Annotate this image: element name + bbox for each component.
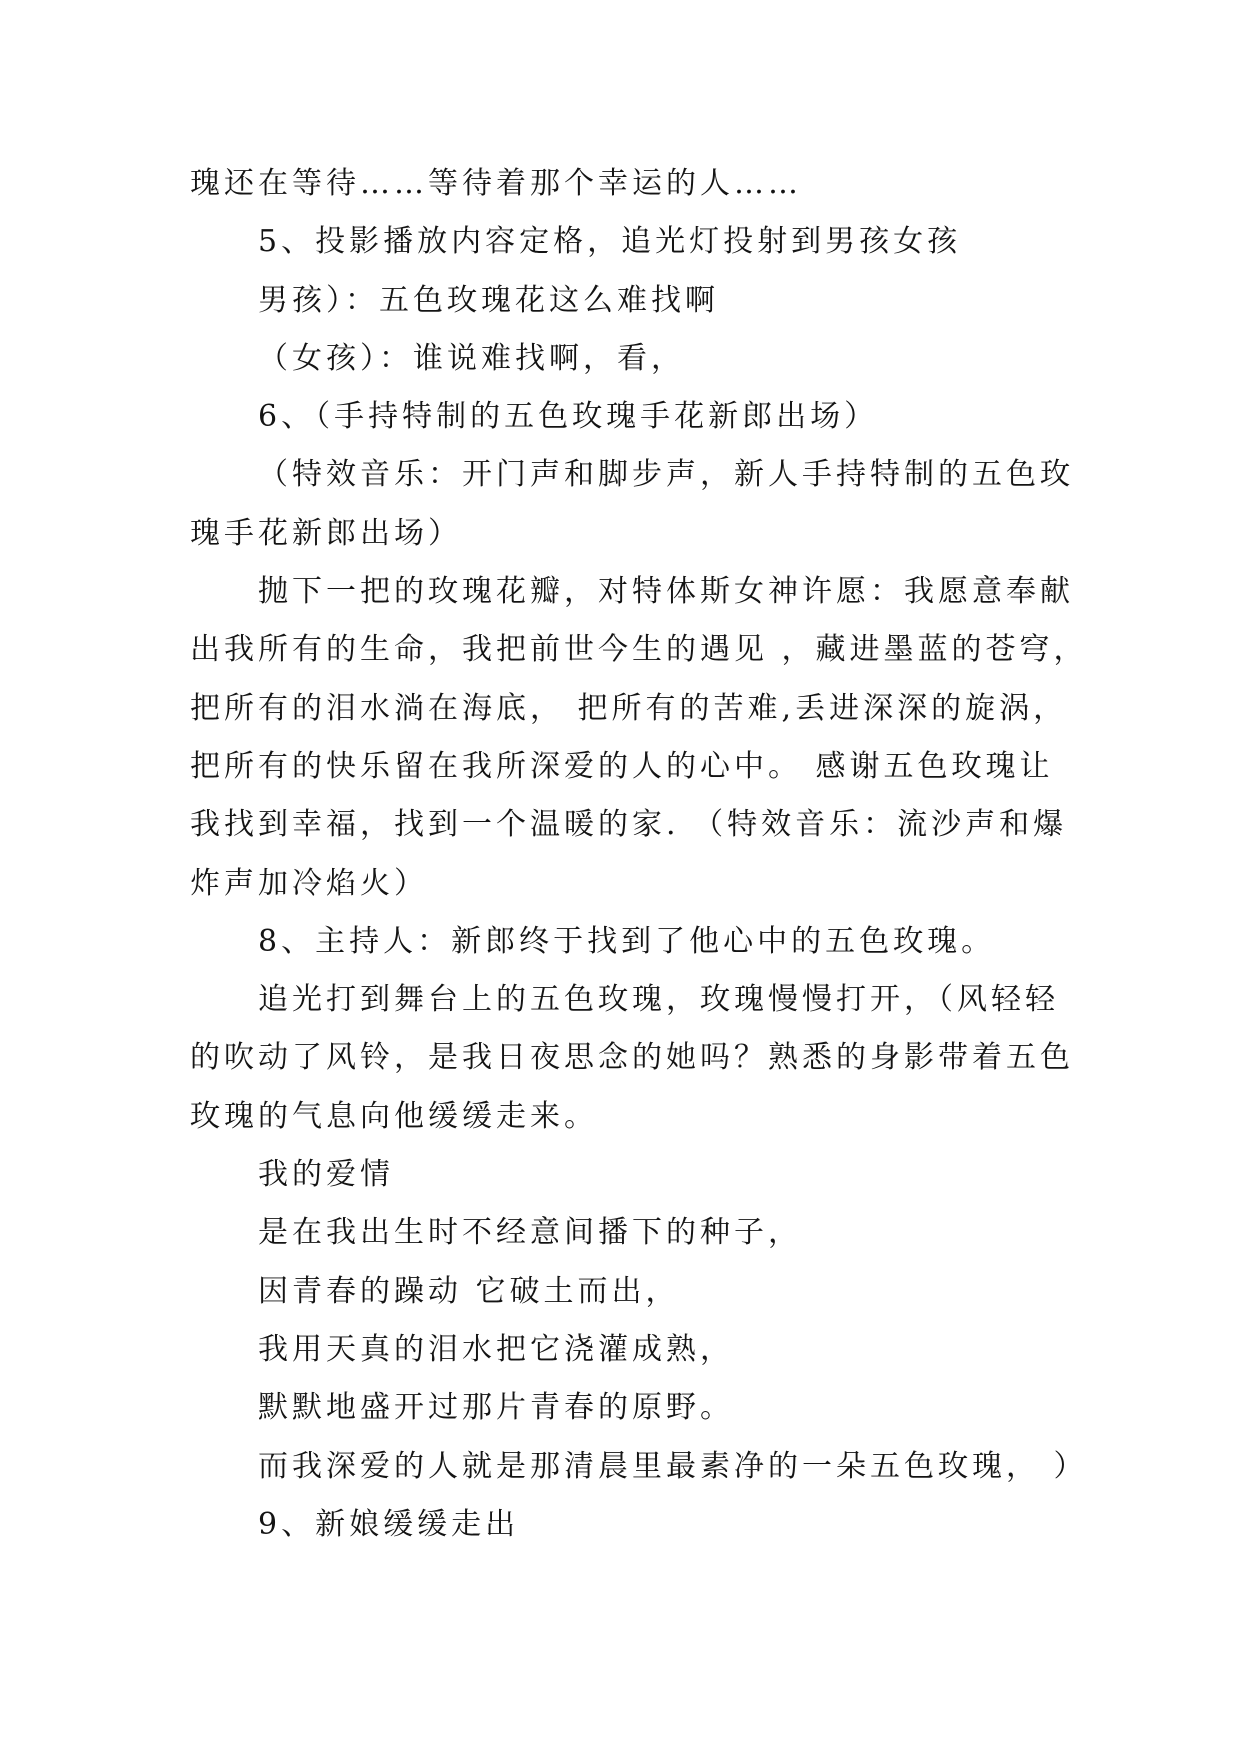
text-line: 玫瑰的气息向他缓缓走来。 — [190, 1098, 598, 1134]
text-line: 6、（手持特制的五色玫瑰手花新郎出场） — [258, 399, 879, 435]
text-line: 我的爱情 — [258, 1157, 394, 1193]
text-line: 5、投影播放内容定格，追光灯投射到男孩女孩 — [258, 224, 962, 260]
text-line: 炸声加冷焰火） — [190, 865, 428, 901]
text-line: 因青春的躁动 它破土而出， — [258, 1273, 680, 1309]
text-line: （女孩）：谁说难找啊，看， — [258, 340, 685, 376]
text-line: 瑰手花新郎出场） — [190, 515, 462, 551]
text-line: 男孩）：五色玫瑰花这么难找啊 — [258, 282, 719, 318]
text-line: 是在我出生时不经意间播下的种子， — [258, 1215, 802, 1251]
text-line: 的吹动了风铃，是我日夜思念的她吗？熟悉的身影带着五色 — [190, 1040, 1074, 1076]
text-line: 出我所有的生命，我把前世今生的遇见 ，藏进墨蓝的苍穹， — [190, 632, 1088, 668]
text-line: 瑰还在等待……等待着那个幸运的人…… — [190, 166, 802, 201]
text-line: 9、新娘缓缓走出 — [258, 1506, 520, 1542]
text-line: 把所有的泪水淌在海底， 把所有的苦难,丢进深深的旋涡， — [190, 690, 1068, 726]
text-line: （特效音乐：开门声和脚步声，新人手持特制的五色玫 — [258, 457, 1074, 493]
text-line: 我用天真的泪水把它浇灌成熟， — [258, 1331, 734, 1367]
text-line: 而我深爱的人就是那清晨里最素净的一朵五色玫瑰， ） — [258, 1448, 1088, 1484]
document-body — [190, 155, 1088, 1554]
text-line: 我找到幸福，找到一个温暖的家. （特效音乐：流沙声和爆 — [190, 807, 1068, 843]
text-line: 8、主持人：新郎终于找到了他心中的五色玫瑰。 — [258, 923, 996, 959]
text-line: 追光打到舞台上的五色玫瑰，玫瑰慢慢打开，（风轻轻 — [258, 982, 1059, 1018]
text-line: 把所有的快乐留在我所深爱的人的心中。 感谢五色玫瑰让 — [190, 748, 1054, 784]
text-line: 默默地盛开过那片青春的原野。 — [258, 1390, 734, 1426]
text-line: 抛下一把的玫瑰花瓣，对特体斯女神许愿：我愿意奉献 — [258, 574, 1074, 610]
